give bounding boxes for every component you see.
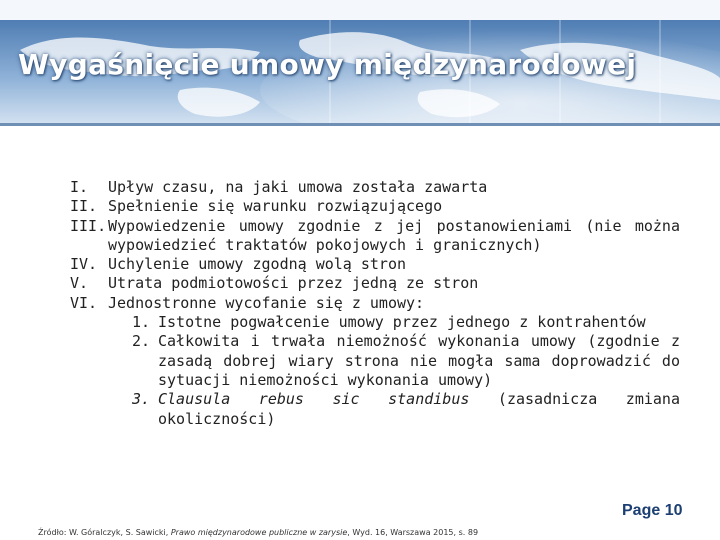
footnote-prefix: Źródło: W. Góralczyk, S. Sawicki, <box>38 528 171 537</box>
list-item <box>70 197 680 216</box>
list-number: V. <box>70 274 89 293</box>
sublist-number: 1. <box>131 313 150 332</box>
footnote-suffix: , Wyd. 16, Warszawa 2015, s. 89 <box>347 528 479 537</box>
list-item <box>70 294 680 313</box>
list-item <box>70 178 680 197</box>
list-number: III. <box>70 216 107 235</box>
banner-bottom-rule <box>0 123 720 126</box>
sublist-item <box>70 390 680 429</box>
list-number: I. <box>70 178 89 196</box>
list-text: Jednostronne wycofanie się z umowy: <box>108 293 425 312</box>
list-item <box>70 274 680 293</box>
footnote-book-title: Prawo międzynarodowe publiczne w zarysie <box>170 528 348 537</box>
banner-top-strip <box>0 0 720 20</box>
list-text: Uchylenie umowy zgodną wolą stron <box>108 255 407 274</box>
page-number: Page 10 <box>622 502 683 519</box>
list-number: IV. <box>70 255 98 274</box>
list-item <box>70 217 680 256</box>
list-text: Utrata podmiotowości przez jedną ze stron <box>108 274 479 293</box>
list-number: VI. <box>70 293 98 312</box>
list-text: Spełnienie się warunku rozwiązującego <box>108 197 443 216</box>
latin-phrase: Clausula rebus sic standibus <box>158 390 470 409</box>
sublist-text: Istotne pogwałcenie umowy przez jednego z kontrahentów <box>158 313 646 332</box>
list-text: Upływ czasu, na jaki umowa została zawarta <box>108 178 488 196</box>
sublist-number: 2. <box>131 332 150 351</box>
list-text: Wypowiedzenie umowy zgodnie z jej postanowieniami (nie można wypowiedzieć traktatów pokojowych i granicznych) <box>108 216 680 254</box>
source-footnote <box>38 528 478 537</box>
sublist-item <box>70 313 680 332</box>
list-number: II. <box>70 197 98 216</box>
sublist-item <box>70 332 680 390</box>
sublist-text: Clausula rebus sic standibus (zasadnicza zmiana okoliczności) <box>158 390 680 428</box>
slide-title: Wygaśnięcie umowy międzynarodowej <box>18 48 637 81</box>
content-list <box>70 178 680 429</box>
sublist-number: 3. <box>131 390 150 409</box>
list-item <box>70 255 680 274</box>
sublist-text: Całkowita i trwała niemożność wykonania umowy (zgodnie z zasadą dobrej wiary strona nie mogła sama doprowadzić do sytuacji niemożności wykonania umowy) <box>158 332 680 389</box>
